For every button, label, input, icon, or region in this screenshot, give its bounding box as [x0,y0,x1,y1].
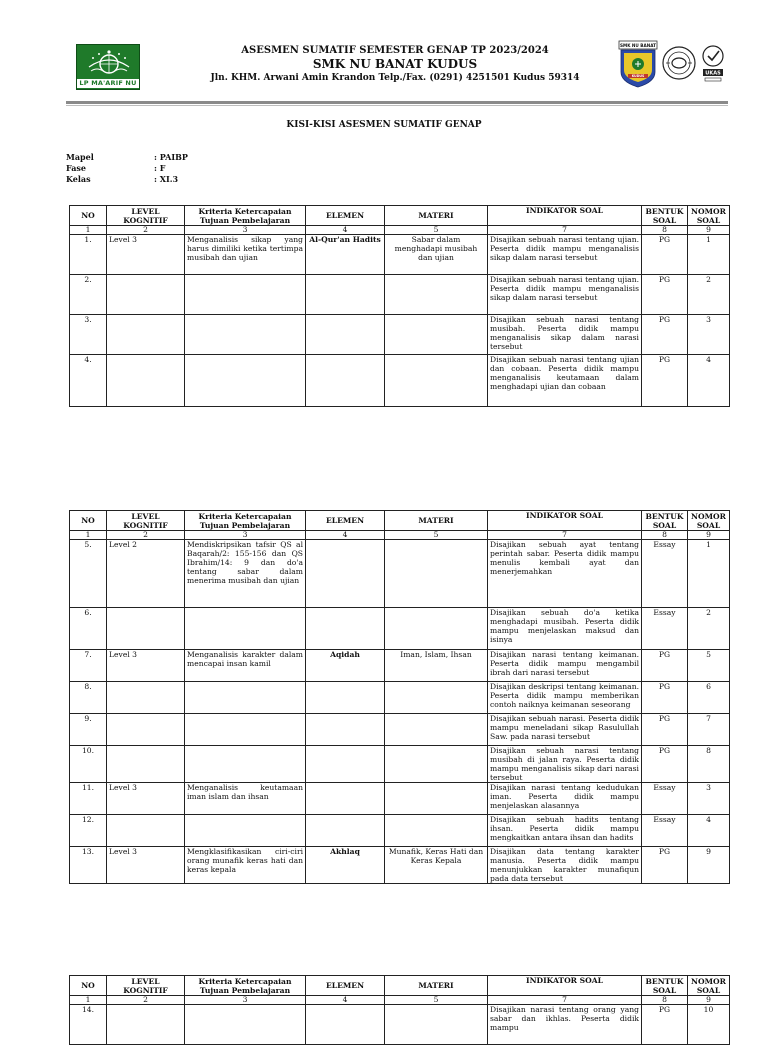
column-number-row [70,996,730,1005]
nomor-soal: 4 [688,355,730,407]
level-kognitif [107,682,185,714]
nomor-soal: 1 [688,540,730,608]
column-number: 2 [107,531,185,540]
bentuk-soal: PG [642,315,688,355]
column-number: 2 [107,996,185,1005]
col-header-kriteria: Kriteria Ketercapaian Tujuan Pembelajaran [185,511,306,531]
certification-seal-icon [662,46,696,80]
table-header-row [70,206,730,226]
elemen-cell [306,682,385,714]
col-header-nomor: NOMOR SOAL [688,206,730,226]
materi-cell [385,783,488,815]
row-number: 5. [70,540,107,608]
bentuk-soal: PG [642,746,688,783]
bentuk-soal: PG [642,235,688,275]
elemen-cell: Al-Qur'an Hadits [306,235,385,275]
column-number: 9 [688,226,730,235]
table-header-row [70,511,730,531]
bentuk-soal: PG [642,714,688,746]
row-number: 13. [70,847,107,884]
column-number: 4 [306,996,385,1005]
ukas-icon [700,44,726,84]
nomor-soal: 1 [688,235,730,275]
indikator-cell: Disajikan sebuah narasi tentang musibah. Peserta didik mampu menganalisis sikap dalam narasi tersebut [488,315,642,355]
row-number: 7. [70,650,107,682]
kisi-table [69,205,730,407]
level-kognitif [107,355,185,407]
table-row [70,315,730,355]
bentuk-soal: PG [642,275,688,315]
materi-cell [385,682,488,714]
level-kognitif: Level 3 [107,847,185,884]
kisi-table [69,510,730,884]
col-header-materi: MATERI [385,511,488,531]
table-row [70,540,730,608]
indikator-cell: Disajikan sebuah do'a ketika menghadapi musibah. Peserta didik mampu menjelaskan maksud dan isinya [488,608,642,650]
indikator-cell: Disajikan sebuah ayat tentang perintah sabar. Peserta didik mampu menulis kembali ayat dan menerjemahkan [488,540,642,608]
col-header-indikator: INDIKATOR SOAL [488,206,642,226]
kriteria-cell [185,682,306,714]
column-number: 7 [488,226,642,235]
table-row [70,815,730,847]
nomor-soal: 7 [688,714,730,746]
level-kognitif: Level 3 [107,650,185,682]
level-kognitif: Level 2 [107,540,185,608]
row-number: 2. [70,275,107,315]
elemen-cell [306,355,385,407]
column-number: 9 [688,996,730,1005]
column-number: 2 [107,226,185,235]
col-header-level: LEVEL KOGNITIF [107,976,185,996]
col-header-level: LEVEL KOGNITIF [107,511,185,531]
table-row [70,1005,730,1045]
nomor-soal: 2 [688,275,730,315]
column-number-row [70,531,730,540]
column-number: 7 [488,996,642,1005]
meta-row [66,163,188,174]
level-kognitif: Level 3 [107,235,185,275]
col-header-elemen: ELEMEN [306,511,385,531]
indikator-cell: Disajikan sebuah narasi tentang ujian. Peserta didik mampu menganalisis sikap dalam narasi tersebut [488,235,642,275]
col-header-bentuk: BENTUK SOAL [642,976,688,996]
col-header-materi: MATERI [385,976,488,996]
bentuk-soal: Essay [642,815,688,847]
badge-top-text: SMK NU BANAT [620,43,656,48]
column-number: 8 [642,226,688,235]
row-number: 4. [70,355,107,407]
table-row [70,650,730,682]
col-header-bentuk: BENTUK SOAL [642,511,688,531]
nomor-soal: 10 [688,1005,730,1045]
row-number: 14. [70,1005,107,1045]
nomor-soal: 3 [688,315,730,355]
materi-cell: Munafik, Keras Hati dan Keras Kepala [385,847,488,884]
table-row [70,275,730,315]
materi-cell [385,275,488,315]
col-header-kriteria: Kriteria Ketercapaian Tujuan Pembelajaran [185,206,306,226]
nu-emblem-icon [85,49,133,77]
kriteria-cell [185,746,306,783]
elemen-cell [306,275,385,315]
indikator-cell: Disajikan narasi tentang orang yang sabar dan ikhlas. Peserta didik mampu [488,1005,642,1045]
col-header-no: NO [70,206,107,226]
kriteria-cell: Menganalisis sikap yang harus dimiliki ketika tertimpa musibah dan ujian [185,235,306,275]
nomor-soal: 4 [688,815,730,847]
bentuk-soal: PG [642,847,688,884]
elemen-cell: Aqidah [306,650,385,682]
level-kognitif [107,714,185,746]
indikator-cell: Disajikan sebuah narasi tentang ujian. Peserta didik mampu menganalisis sikap dalam narasi tersebut [488,275,642,315]
col-header-level: LEVEL KOGNITIF [107,206,185,226]
level-kognitif [107,746,185,783]
indikator-cell: Disajikan sebuah hadits tentang ihsan. Peserta didik mampu mengkaitkan antara ihsan dan hadits [488,815,642,847]
column-number: 1 [70,226,107,235]
col-header-no: NO [70,511,107,531]
materi-cell [385,540,488,608]
column-number: 9 [688,531,730,540]
materi-cell [385,355,488,407]
bentuk-soal: PG [642,650,688,682]
row-number: 8. [70,682,107,714]
column-number: 7 [488,531,642,540]
col-header-bentuk: BENTUK SOAL [642,206,688,226]
kriteria-cell [185,815,306,847]
kriteria-cell: Mengklasifikasikan ciri-ciri orang munafik keras hati dan keras kepala [185,847,306,884]
elemen-cell: Akhlaq [306,847,385,884]
table-row [70,682,730,714]
nomor-soal: 3 [688,783,730,815]
nomor-soal: 8 [688,746,730,783]
meta-value: : XI.3 [154,174,179,184]
bentuk-soal: PG [642,682,688,714]
meta-key: Mapel [66,152,94,162]
row-number: 6. [70,608,107,650]
indikator-cell: Disajikan data tentang karakter manusia. Peserta didik mampu menunjukkan karakter munafiqun pada data tersebut [488,847,642,884]
letterhead [0,0,768,110]
kriteria-cell: Menganalisis karakter dalam mencapai insan kamil [185,650,306,682]
col-header-no: NO [70,976,107,996]
meta-row [66,174,188,185]
kriteria-cell [185,355,306,407]
level-kognitif [107,315,185,355]
elemen-cell [306,315,385,355]
row-number: 10. [70,746,107,783]
nomor-soal: 5 [688,650,730,682]
table-row [70,355,730,407]
row-number: 1. [70,235,107,275]
col-header-indikator: INDIKATOR SOAL [488,976,642,996]
letterhead-text [150,44,640,85]
materi-cell: Iman, Islam, Ihsan [385,650,488,682]
column-number: 4 [306,531,385,540]
table-header-row [70,976,730,996]
school-name: SMK NU BANAT KUDUS [312,57,478,71]
materi-cell [385,608,488,650]
elemen-cell [306,783,385,815]
badge-bottom-text: KUDUS [631,74,645,79]
column-number-row [70,226,730,235]
lp-maarif-nu-logo [76,44,140,90]
exam-title: ASESMEN SUMATIF SEMESTER GENAP TP 2023/2024 [241,45,549,56]
column-number: 4 [306,226,385,235]
kriteria-cell: Menganalisis keutamaan iman islam dan ihsan [185,783,306,815]
materi-cell [385,746,488,783]
column-number: 3 [185,226,306,235]
ukas-label: UKAS [705,70,721,77]
indikator-cell: Disajikan deskripsi tentang keimanan. Peserta didik mampu memberikan contoh naiknya keimanan seseorang [488,682,642,714]
col-header-materi: MATERI [385,206,488,226]
row-number: 3. [70,315,107,355]
bentuk-soal: Essay [642,540,688,608]
level-kognitif [107,275,185,315]
table-row [70,714,730,746]
meta-key: Kelas [66,174,91,184]
row-number: 9. [70,714,107,746]
logo-caption: LP MA'ARIF NU [77,79,139,88]
column-number: 1 [70,996,107,1005]
column-number: 8 [642,996,688,1005]
indikator-cell: Disajikan narasi tentang kedudukan iman. Peserta didik mampu menjelaskan alasannya [488,783,642,815]
right-logos [618,40,728,90]
bentuk-soal: Essay [642,608,688,650]
level-kognitif: Level 3 [107,783,185,815]
document-title: KISI-KISI ASESMEN SUMATIF GENAP [286,120,482,130]
column-number: 5 [385,531,488,540]
meta-value: : PAIBP [154,152,188,162]
indikator-cell: Disajikan narasi tentang keimanan. Peserta didik mampu mengambil ibrah dari narasi tersebut [488,650,642,682]
column-number: 3 [185,996,306,1005]
school-badge-icon [618,40,658,88]
elemen-cell [306,714,385,746]
header-rule [66,101,728,104]
materi-cell [385,315,488,355]
column-number: 1 [70,531,107,540]
nomor-soal: 6 [688,682,730,714]
subject-meta [66,152,188,185]
elemen-cell [306,746,385,783]
indikator-cell: Disajikan sebuah narasi tentang musibah di jalan raya. Peserta didik mampu menganalisis sikap dari narasi tersebut [488,746,642,783]
table-row [70,235,730,275]
kisi-table [69,975,730,1045]
col-header-nomor: NOMOR SOAL [688,976,730,996]
school-address: Jln. KHM. Arwani Amin Krandon Telp./Fax. (0291) 4251501 Kudus 59314 [210,73,580,83]
col-header-elemen: ELEMEN [306,976,385,996]
bentuk-soal: PG [642,355,688,407]
table-row [70,608,730,650]
level-kognitif [107,815,185,847]
indikator-cell: Disajikan sebuah narasi. Peserta didik mampu meneladani sikap Rasulullah Saw. pada narasi tersebut [488,714,642,746]
col-header-indikator: INDIKATOR SOAL [488,511,642,531]
col-header-kriteria: Kriteria Ketercapaian Tujuan Pembelajaran [185,976,306,996]
column-number: 5 [385,996,488,1005]
elemen-cell [306,608,385,650]
col-header-nomor: NOMOR SOAL [688,511,730,531]
row-number: 11. [70,783,107,815]
nomor-soal: 2 [688,608,730,650]
column-number: 3 [185,531,306,540]
header-rule-thin [66,105,728,106]
table-row [70,746,730,783]
nomor-soal: 9 [688,847,730,884]
level-kognitif [107,1005,185,1045]
meta-row [66,152,188,163]
column-number: 8 [642,531,688,540]
elemen-cell [306,815,385,847]
indikator-cell: Disajikan sebuah narasi tentang ujian dan cobaan. Peserta didik mampu menganalisis keutamaan dalam menghadapi ujian dan cobaan [488,355,642,407]
kriteria-cell: Mendiskripsikan tafsir QS al Baqarah/2: 155-156 dan QS Ibrahim/14: 9 dan do'a tentang sabar dalam menerima musibah dan ujian [185,540,306,608]
meta-key: Fase [66,163,87,173]
kriteria-cell [185,714,306,746]
materi-cell [385,815,488,847]
row-number: 12. [70,815,107,847]
table-row [70,847,730,884]
level-kognitif [107,608,185,650]
kriteria-cell [185,1005,306,1045]
materi-cell [385,1005,488,1045]
kriteria-cell [185,608,306,650]
elemen-cell [306,540,385,608]
col-header-elemen: ELEMEN [306,206,385,226]
bentuk-soal: PG [642,1005,688,1045]
materi-cell [385,714,488,746]
column-number: 5 [385,226,488,235]
bentuk-soal: Essay [642,783,688,815]
elemen-cell [306,1005,385,1045]
kriteria-cell [185,315,306,355]
table-row [70,783,730,815]
kriteria-cell [185,275,306,315]
materi-cell: Sabar dalam menghadapi musibah dan ujian [385,235,488,275]
meta-value: : F [154,163,166,173]
